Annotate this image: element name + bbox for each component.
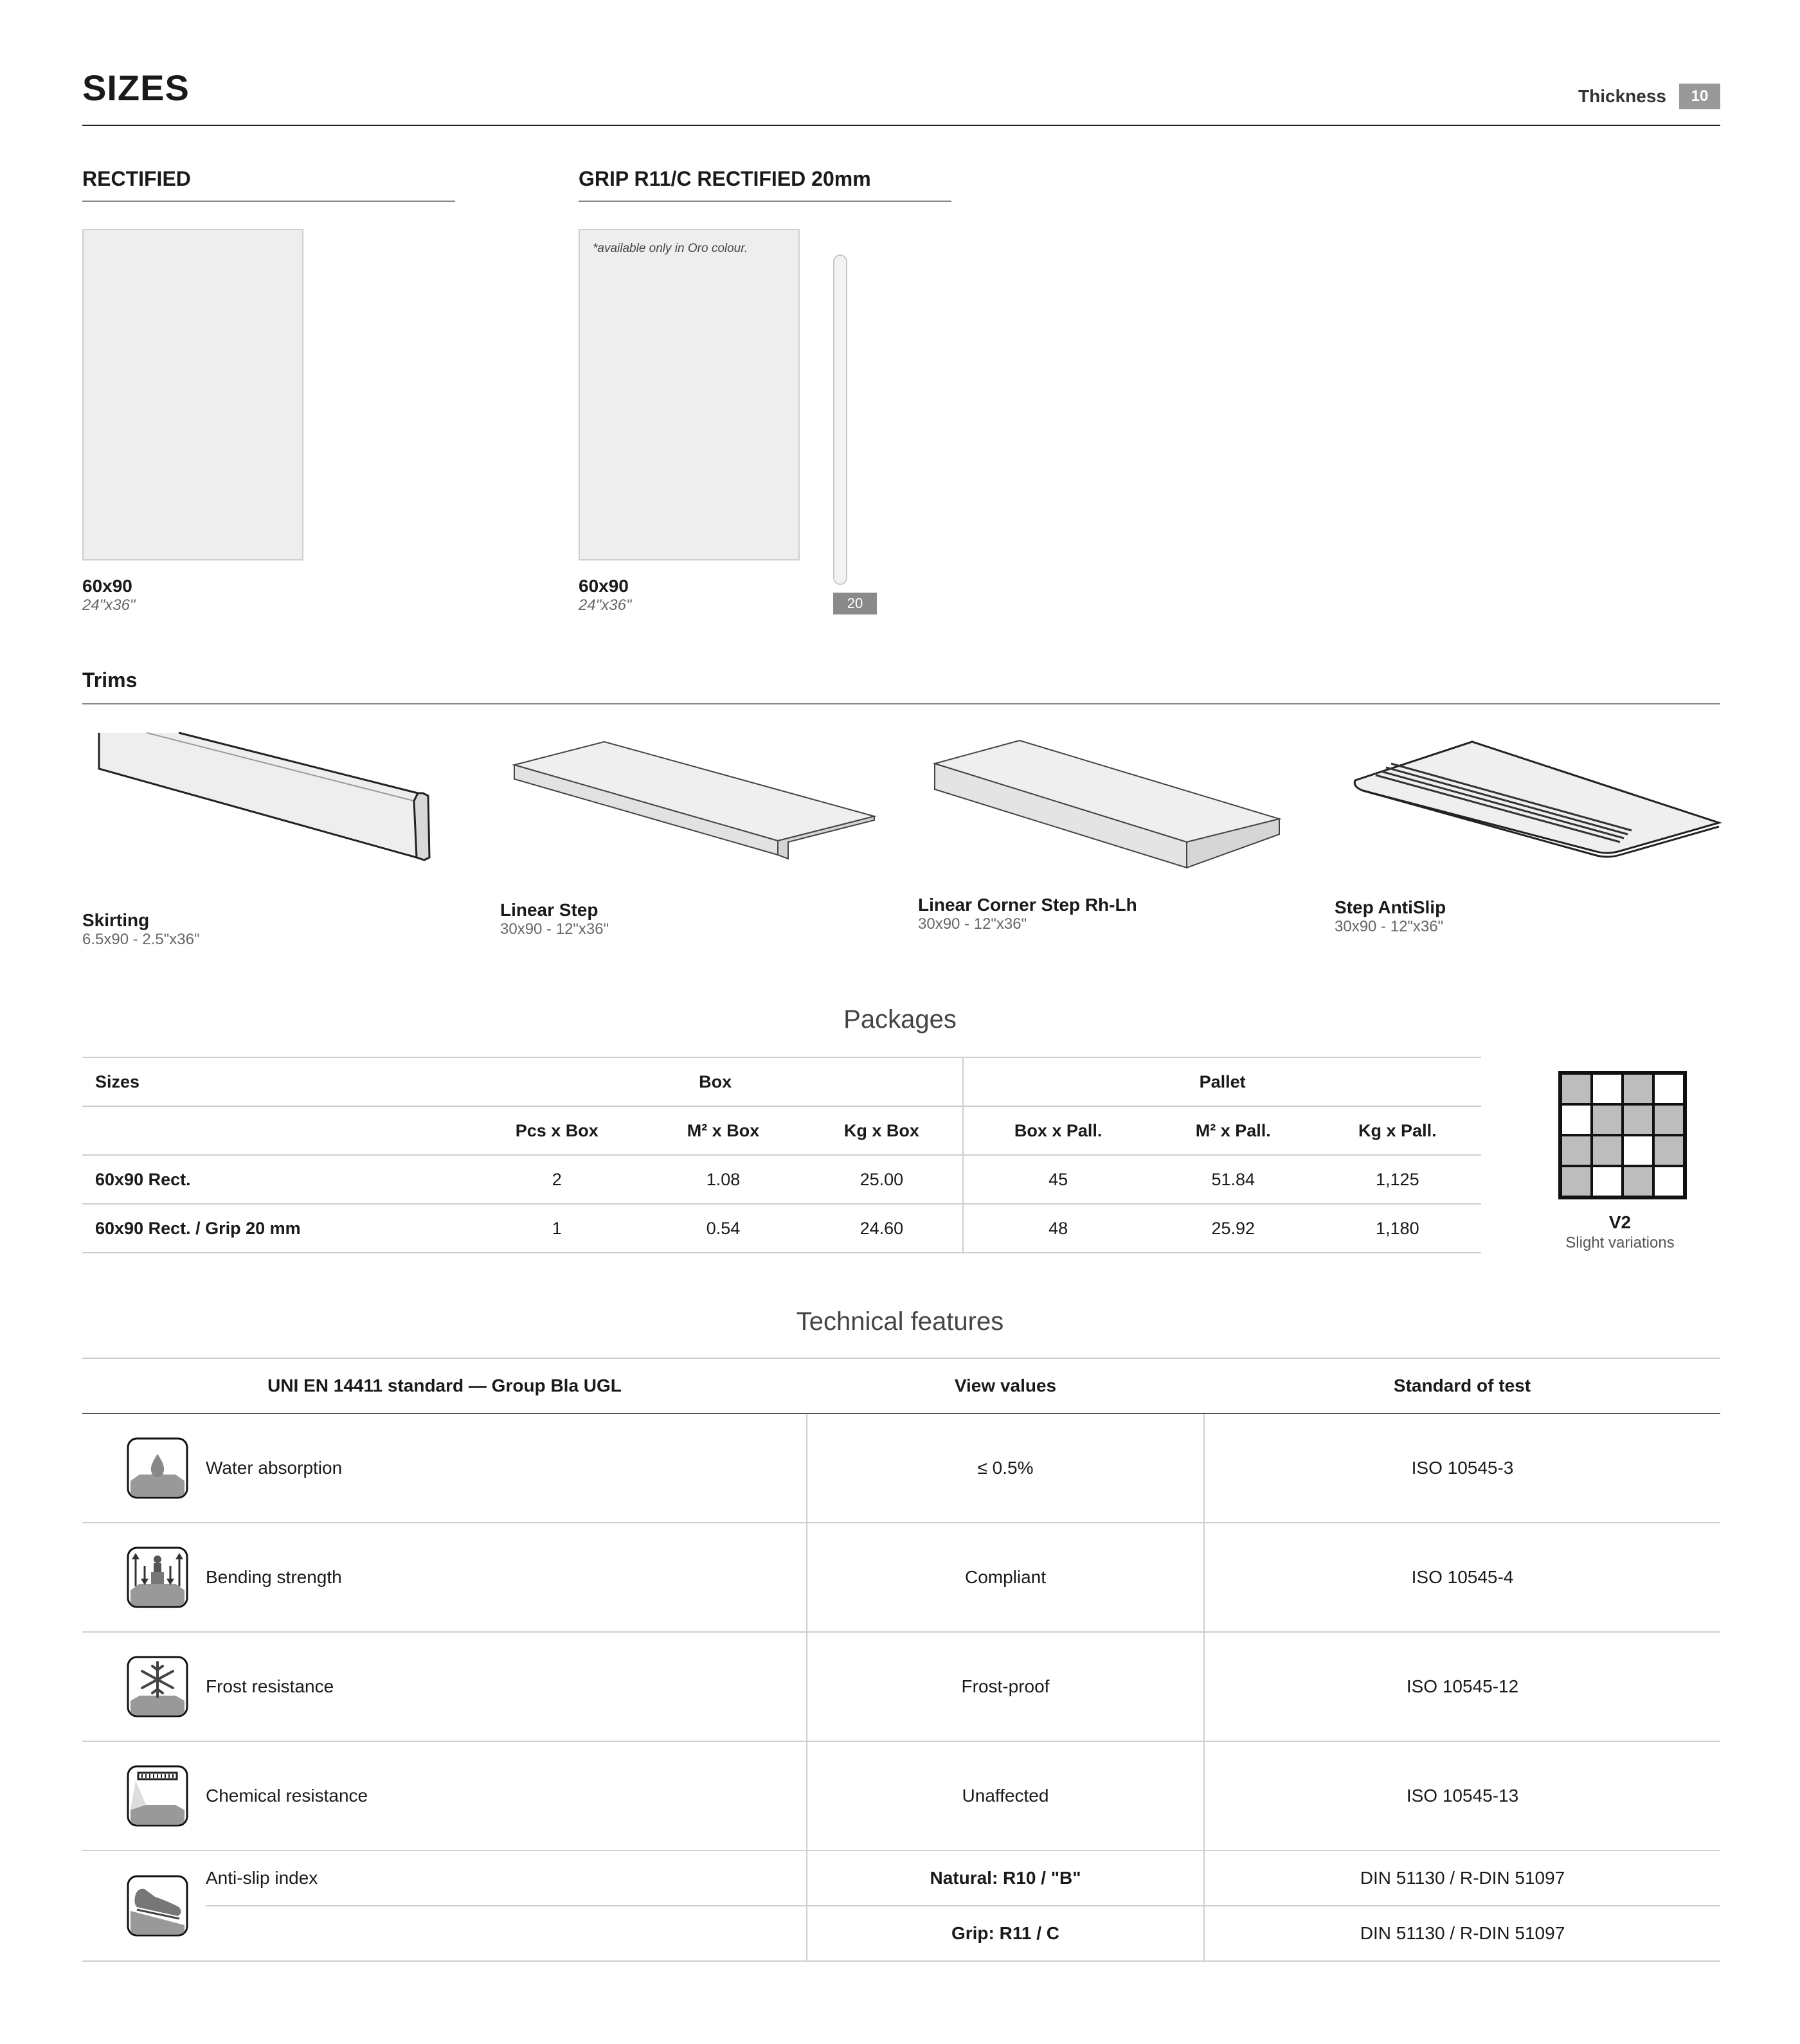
grip-size-inch: 24"x36" [579, 596, 632, 614]
thickness-badge: 10 [1679, 84, 1720, 109]
feature-test: ISO 10545-4 [1204, 1523, 1720, 1632]
trim-name-linear-step: Linear Step [500, 900, 598, 920]
technical-header-row [82, 1358, 1720, 1413]
variation-grid-icon [1558, 1071, 1687, 1199]
variation-label: V2 [1608, 1212, 1632, 1232]
water-drop-icon [127, 1437, 188, 1499]
trim-name-linear-corner-step: Linear Corner Step Rh-Lh [918, 895, 1137, 915]
cell: 45 [963, 1155, 1153, 1204]
variation-description: Slight variations [1565, 1234, 1675, 1251]
packages-table [82, 1057, 1481, 1253]
grip-thickness-badge: 20 [833, 593, 877, 614]
trims-title: Trims [82, 668, 138, 692]
grip-tile [579, 229, 800, 560]
thickness-edge-view [833, 255, 847, 585]
feature-value: Frost-proof [807, 1632, 1204, 1741]
trim-size-skirting: 6.5x90 - 2.5"x36" [82, 931, 200, 948]
cell: 48 [963, 1204, 1153, 1253]
linear-corner-step-drawing [930, 734, 1290, 875]
rectified-title: RECTIFIED [82, 167, 191, 190]
col-pcs-box: Pcs x Box [468, 1106, 645, 1155]
feature-name-empty [206, 1906, 807, 1961]
skirting-drawing [82, 726, 442, 868]
trim-name-step-antislip: Step AntiSlip [1335, 897, 1446, 917]
cell: 0.54 [645, 1204, 800, 1253]
cell: 25.00 [800, 1155, 963, 1204]
feature-value: ≤ 0.5% [807, 1413, 1204, 1523]
feature-name: Anti-slip index [206, 1851, 807, 1906]
rectified-divider [82, 201, 455, 202]
header-divider [82, 125, 1720, 126]
cell: 1 [468, 1204, 645, 1253]
feature-test: ISO 10545-13 [1204, 1741, 1720, 1851]
feature-value: Compliant [807, 1523, 1204, 1632]
feature-name: Water absorption [206, 1413, 807, 1523]
cell: 1,180 [1314, 1204, 1481, 1253]
header-sizes: Sizes [82, 1057, 468, 1106]
feature-test: DIN 51130 / R-DIN 51097 [1204, 1851, 1720, 1906]
packages-column-header-row [82, 1106, 1481, 1155]
trims-divider [82, 703, 1720, 704]
header-pallet: Pallet [963, 1057, 1481, 1106]
header-empty [82, 1106, 468, 1155]
row-size: 60x90 Rect. / Grip 20 mm [82, 1204, 468, 1253]
table-row [82, 1906, 1720, 1961]
table-row [82, 1155, 1481, 1204]
table-row [82, 1204, 1481, 1253]
cell: 2 [468, 1155, 645, 1204]
cell: 24.60 [800, 1204, 963, 1253]
step-antislip-drawing [1350, 733, 1723, 881]
col-kg-pall: Kg x Pall. [1314, 1106, 1481, 1155]
feature-value: Natural: R10 / "B" [807, 1851, 1204, 1906]
trim-size-linear-step: 30x90 - 12"x36" [500, 920, 609, 938]
feature-test: DIN 51130 / R-DIN 51097 [1204, 1906, 1720, 1961]
trim-name-skirting: Skirting [82, 910, 150, 930]
cell: 1,125 [1314, 1155, 1481, 1204]
feature-name: Frost resistance [206, 1632, 807, 1741]
feature-value: Grip: R11 / C [807, 1906, 1204, 1961]
header-values: View values [807, 1358, 1204, 1413]
trim-size-step-antislip: 30x90 - 12"x36" [1335, 918, 1444, 935]
table-row [82, 1851, 1720, 1906]
table-row [82, 1741, 1720, 1851]
feature-test: ISO 10545-3 [1204, 1413, 1720, 1523]
table-row [82, 1413, 1720, 1523]
grip-divider [579, 201, 951, 202]
rectified-tile [82, 229, 303, 560]
snowflake-icon [127, 1656, 188, 1717]
availability-note: *available only in Oro colour. [593, 242, 748, 255]
chemical-icon [127, 1765, 188, 1827]
technical-table [82, 1358, 1720, 1962]
rectified-size-inch: 24"x36" [82, 596, 136, 614]
grip-size: 60x90 [579, 576, 629, 596]
col-box-pall: Box x Pall. [963, 1106, 1153, 1155]
table-row [82, 1632, 1720, 1741]
page-title: SIZES [82, 67, 190, 108]
technical-title: Technical features [796, 1307, 1004, 1336]
cell: 51.84 [1153, 1155, 1314, 1204]
cell: 25.92 [1153, 1204, 1314, 1253]
bending-weight-icon [127, 1546, 188, 1608]
cell: 1.08 [645, 1155, 800, 1204]
col-kg-box: Kg x Box [800, 1106, 963, 1155]
table-row [82, 1523, 1720, 1632]
header-box: Box [468, 1057, 963, 1106]
col-m2-pall: M² x Pall. [1153, 1106, 1314, 1155]
rectified-size: 60x90 [82, 576, 132, 596]
row-size: 60x90 Rect. [82, 1155, 468, 1204]
trim-size-linear-corner-step: 30x90 - 12"x36" [918, 915, 1027, 933]
packages-group-header-row [82, 1057, 1481, 1106]
shoe-slip-icon [127, 1875, 188, 1937]
feature-test: ISO 10545-12 [1204, 1632, 1720, 1741]
feature-name: Bending strength [206, 1523, 807, 1632]
feature-name: Chemical resistance [206, 1741, 807, 1851]
linear-step-drawing [508, 733, 881, 874]
packages-title: Packages [843, 1005, 957, 1034]
grip-title: GRIP R11/C RECTIFIED 20mm [579, 167, 871, 190]
col-m2-box: M² x Box [645, 1106, 800, 1155]
header-standard: UNI EN 14411 standard — Group Bla UGL [82, 1358, 807, 1413]
feature-value: Unaffected [807, 1741, 1204, 1851]
header-test: Standard of test [1204, 1358, 1720, 1413]
thickness-label: Thickness [1578, 86, 1666, 106]
